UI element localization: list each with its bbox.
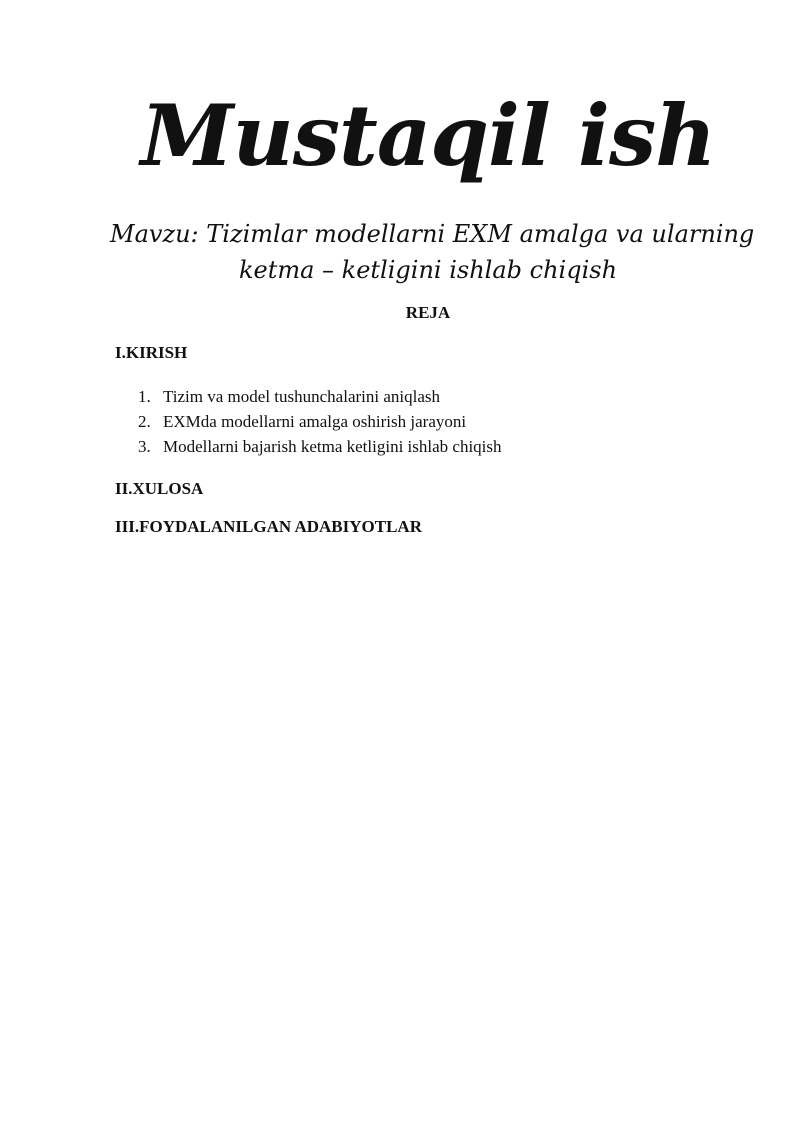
subtitle-line-2: ketma – ketligini ishlab chiqish (238, 256, 618, 284)
section-heading-conclusion: II.XULOSA (115, 479, 204, 498)
subtitle-line-1: Mavzu: Tizimlar modellarni EXM amalga va ularning (110, 220, 755, 248)
list-item-number: 1. (138, 387, 151, 406)
list-item-text: Modellarni bajarish ketma ketligini ishlab chiqish (163, 437, 502, 456)
list-item-text: EXMda modellarni amalga oshirish jarayoni (163, 412, 467, 431)
section-heading-references: III.FOYDALANILGAN ADABIYOTLAR (115, 517, 422, 536)
list-item (138, 384, 502, 409)
list-item-text: Tizim va model tushunchalarini aniqlash (163, 387, 440, 406)
plan-heading: REJA (405, 303, 451, 322)
plan-list (138, 384, 502, 459)
list-item-number: 3. (138, 437, 151, 456)
list-item-number: 2. (138, 412, 151, 431)
list-item (138, 434, 502, 459)
document-subtitle (110, 216, 755, 288)
section-heading-intro: I.KIRISH (115, 343, 188, 362)
document-title: Mustaqil ish (140, 86, 716, 185)
list-item (138, 409, 502, 434)
